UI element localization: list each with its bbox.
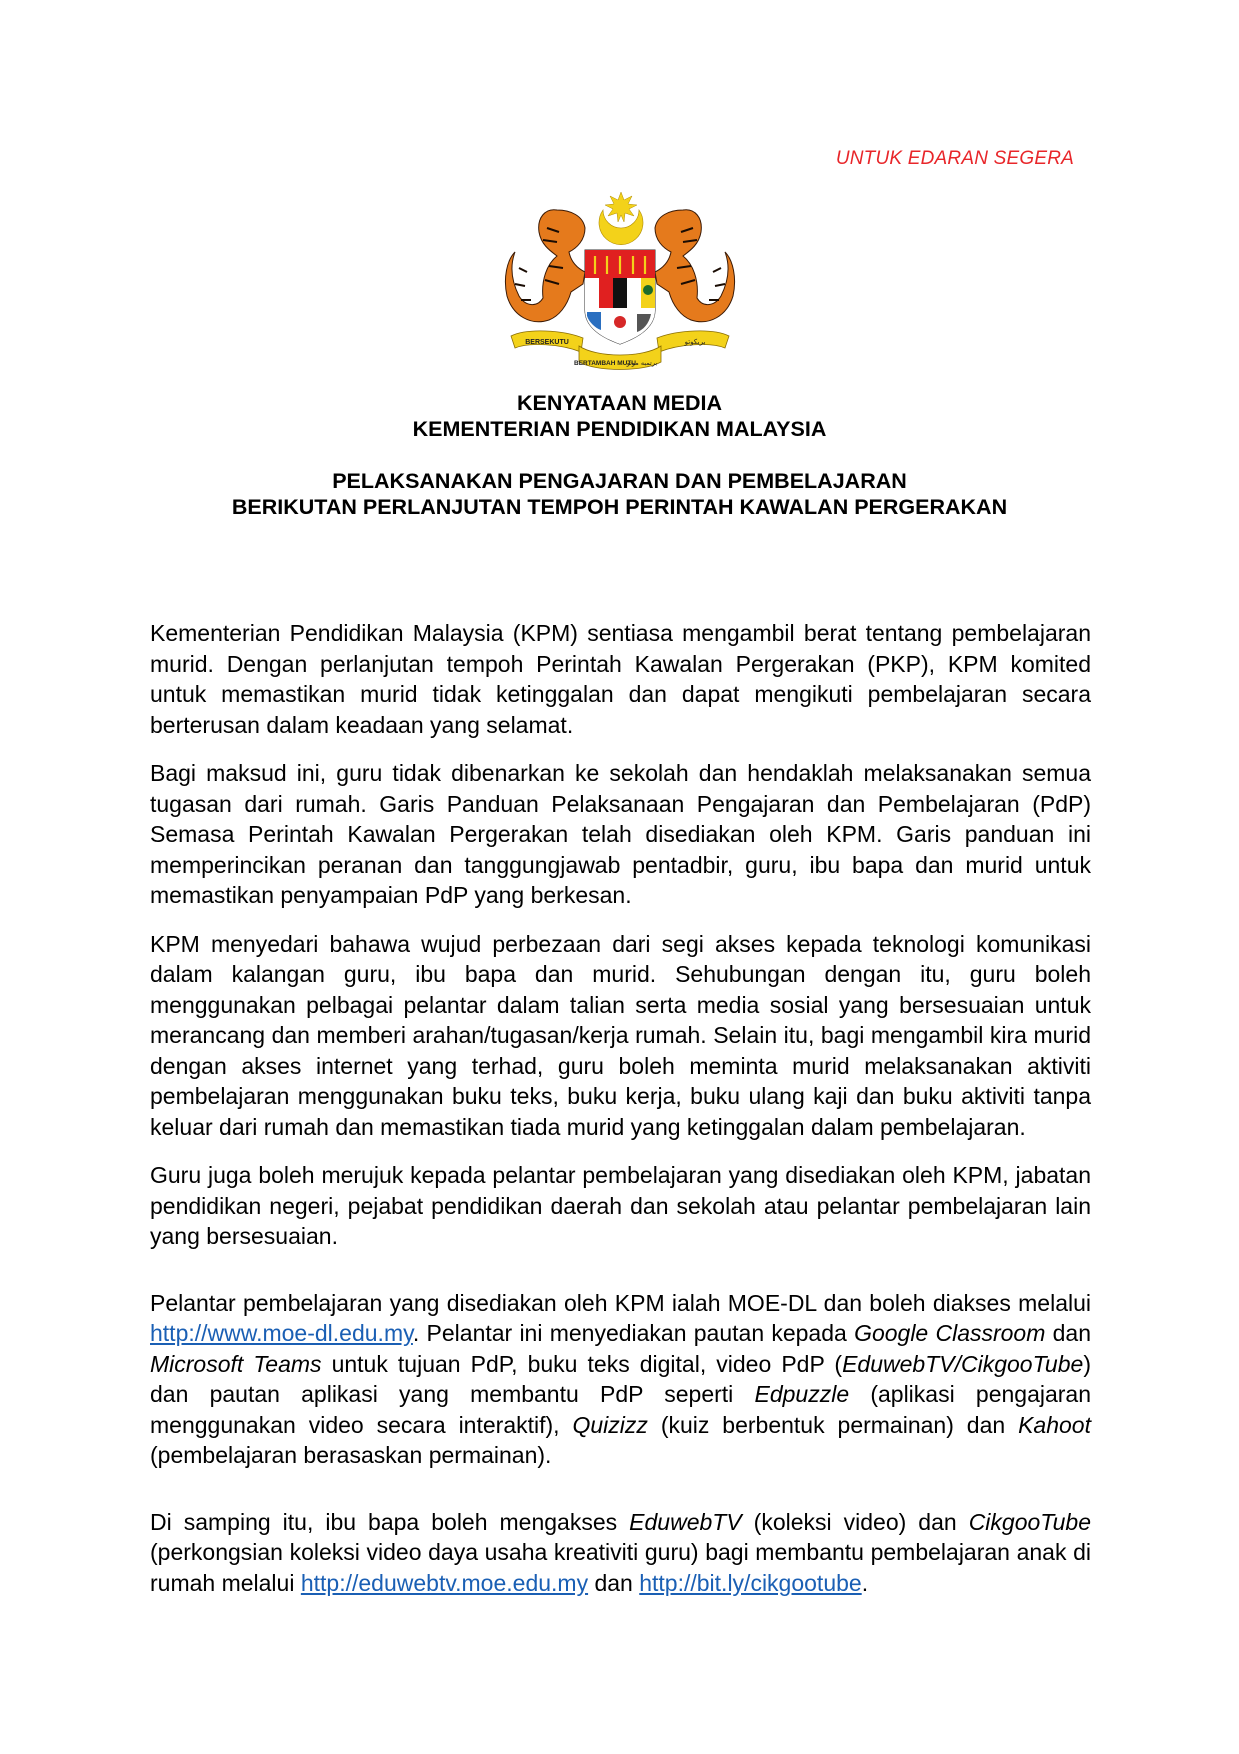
text: untuk tujuan PdP, buku teks digital, video PdP (	[321, 1350, 843, 1377]
edpuzzle-text: Edpuzzle	[754, 1381, 850, 1407]
eduwebtv-cikgootube-text: EduwebTV/CikgooTube	[842, 1350, 1084, 1377]
text: Di samping itu, ibu bapa boleh mengakses	[150, 1508, 630, 1535]
heading-line-4: BERIKUTAN PERLANJUTAN TEMPOH PERINTAH KAWALAN PERGERAKAN	[231, 495, 1008, 519]
text: Pelantar pembelajaran yang disediakan oleh KPM ialah MOE-DL dan boleh diakses melalui	[150, 1289, 1091, 1316]
moe-dl-link[interactable]: http://www.moe-dl.edu.my	[150, 1320, 413, 1346]
eduwebtv-text: EduwebTV	[629, 1508, 742, 1535]
kahoot-text: Kahoot	[1018, 1411, 1091, 1438]
text: (perkongsian koleksi video daya usaha kreativiti guru) bagi membantu pembelajaran anak di rumah melalui	[150, 1539, 1091, 1596]
coat-of-arms-logo	[497, 188, 743, 376]
scroll-text-left: BERSEKUTU	[525, 339, 569, 346]
release-tag: UNTUK EDARAN SEGERA	[835, 148, 1074, 169]
paragraph-3: KPM menyedari bahawa wujud perbezaan dari segi akses kepada teknologi komunikasi dalam kalangan guru, ibu bapa dan murid. Sehubungan dengan itu, guru boleh menggunakan pelbagai pelantar dalam talian serta media sosial yang bersesuaian untuk merancang dan memberi arahan/tugasan/kerja rumah. Selain itu, bagi mengambil kira murid dengan akses internet yang terhad, guru boleh meminta murid melaksanakan aktiviti pembelajaran menggunakan buku teks, buku kerja, buku ulang kaji dan buku aktiviti tanpa keluar dari rumah dan memastikan tiada murid yang ketinggalan dalam pembelajaran.	[150, 930, 1091, 1140]
text: dan	[1045, 1320, 1092, 1346]
scroll-text-right: بريکوتو	[684, 338, 706, 346]
heading-line-3: PELAKSANAKAN PENGAJARAN DAN PEMBELAJARAN	[332, 469, 907, 493]
paragraph-6	[150, 1507, 1091, 1599]
left-tiger-icon	[505, 210, 585, 322]
heading-line-2: KEMENTERIAN PENDIDIKAN MALAYSIA	[412, 417, 827, 441]
text: .	[861, 1569, 869, 1596]
text: (aplikasi pengajaran menggunakan video secara interaktif),	[150, 1381, 1091, 1438]
paragraph-2: Bagi maksud ini, guru tidak dibenarkan ke sekolah dan hendaklah melaksanakan semua tugasan dari rumah. Garis Panduan Pelaksanaan Pengajaran dan Pembelajaran (PdP) Semasa Perintah Kawalan Pergerakan telah disediakan oleh KPM. Garis panduan ini memperincikan peranan dan tanggungjawab pentadbir, guru, ibu bapa dan murid untuk memastikan penyampaian PdP yang berkesan.	[150, 760, 1091, 908]
document-title	[0, 468, 1239, 520]
text: (koleksi video) dan	[741, 1508, 969, 1535]
media-statement-heading	[0, 390, 1239, 442]
cikgootube-text: CikgooTube	[968, 1508, 1091, 1535]
eduwebtv-link[interactable]: http://eduwebtv.moe.edu.my	[300, 1569, 589, 1596]
text: ) dan pautan aplikasi yang membantu PdP seperti	[150, 1350, 1091, 1407]
document-body	[150, 618, 1091, 1616]
crescent-star-icon	[599, 192, 643, 245]
scroll-text-center: BERTAMBAH MUTU	[574, 360, 636, 367]
document-headings	[0, 390, 1239, 546]
text: (kuiz berbentuk permainan) dan	[647, 1411, 1019, 1438]
shield-icon	[585, 250, 655, 344]
right-tiger-icon	[655, 210, 735, 322]
scroll-text-center-jawi: برتمبه موتو	[626, 359, 658, 367]
heading-line-1: KENYATAAN MEDIA	[516, 391, 723, 415]
quizizz-text: Quizizz	[572, 1411, 648, 1438]
text: dan	[588, 1569, 640, 1596]
paragraph-5	[150, 1288, 1091, 1471]
text: (pembelajaran berasaskan permainan).	[150, 1442, 552, 1468]
paragraph-1: Kementerian Pendidikan Malaysia (KPM) sentiasa mengambil berat tentang pembelajaran murid. Dengan perlanjutan tempoh Perintah Kawalan Pergerakan (PKP), KPM komited untuk memastikan murid tidak ketinggalan dan dapat mengikuti pembelajaran secara berterusan dalam keadaan yang selamat.	[150, 620, 1091, 738]
microsoft-teams-text: Microsoft Teams	[150, 1350, 322, 1377]
paragraph-4: Guru juga boleh merujuk kepada pelantar pembelajaran yang disediakan oleh KPM, jabatan pendidikan negeri, pejabat pendidikan daerah dan sekolah atau pelantar pembelajaran lain yang bersesuaian.	[150, 1162, 1091, 1249]
text: . Pelantar ini menyediakan pautan kepada	[412, 1320, 855, 1346]
google-classroom-text: Google Classroom	[854, 1320, 1046, 1346]
cikgootube-link[interactable]: http://bit.ly/cikgootube	[639, 1569, 862, 1596]
